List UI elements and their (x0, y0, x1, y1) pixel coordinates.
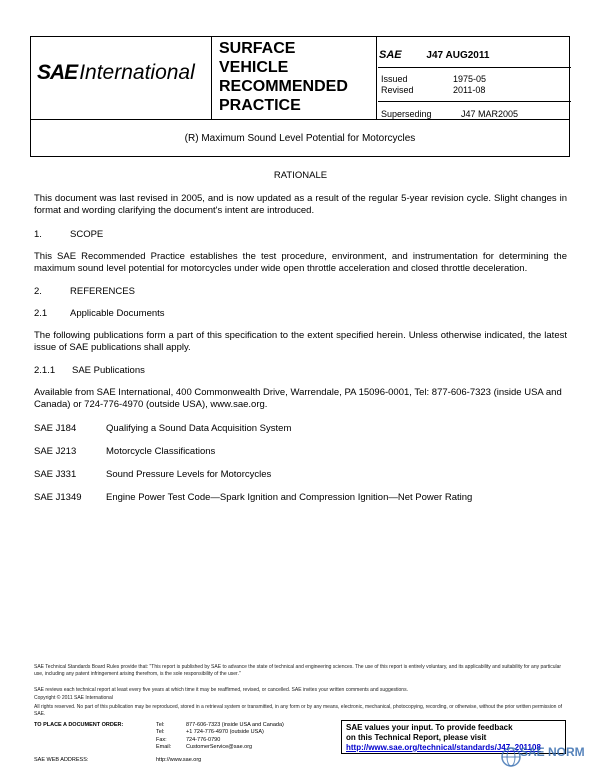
sae-small-logo: SAE (379, 49, 402, 61)
scope-heading: 1. SCOPE (34, 229, 104, 240)
reference-item: SAE J184 Qualifying a Sound Data Acquisition System (34, 423, 292, 434)
header-rule (378, 101, 571, 102)
issued-row: Issued 1975-05 (381, 74, 487, 84)
reference-item: SAE J1349 Engine Power Test Code—Spark Ignition and Compression Ignition—Net Power Rating (34, 492, 473, 503)
order-contacts: TO PLACE A DOCUMENT ORDER: Tel: 877-606-7323 (inside USA and Canada) Tel: +1 724-776-4970 (outside USA) Fax: 724-776-0790 Email: CustomerService@sae.org (34, 722, 346, 752)
customer-service-email[interactable]: CustomerService@sae.org (186, 744, 253, 751)
document-number: SAE J47 AUG2011 (379, 49, 490, 61)
revised-row: Revised 2011-08 (381, 85, 486, 95)
references-heading: 2. REFERENCES (34, 286, 135, 297)
availability-text: Available from SAE International, 400 Commonwealth Drive, Warrendale, PA 15096-0001, Tel: 877-606-7323 (inside USA and Canada) or 724-776-4970 (outside USA), www.sae.org. (34, 387, 562, 410)
feedback-link[interactable]: http://www.sae.org/technical/standards/J47_201108 (346, 743, 541, 752)
superseding-row: Superseding J47 MAR2005 (381, 109, 519, 119)
reference-item: SAE J331 Sound Pressure Levels for Motorcycles (34, 469, 272, 480)
applicable-documents-heading: 2.1 Applicable Documents (34, 308, 165, 319)
web-address-row: SAE WEB ADDRESS: http://www.sae.org (34, 757, 202, 763)
document-title: (R) Maximum Sound Level Potential for Motorcycles (30, 119, 570, 157)
rationale-text: This document was last revised in 2005, and is now updated as a result of the regular 5-year revision cycle. Slight changes in format and wording clarifying the document's intent are introduced. (34, 193, 567, 216)
rights-text: All rights reserved. No part of this publication may be reproduced, stored in a retrieval system or transmitted, in any form or by any means, electronic, mechanical, photocopying, recording, or otherwise, without the prior written permission of SAE. (34, 704, 563, 718)
web-address-link[interactable]: http://www.sae.org (156, 757, 202, 763)
document-header (30, 36, 570, 120)
applicable-documents-text: The following publications form a part of this specification to the extent specified herein. Unless otherwise indicated, the latest issue of SAE publications shall apply. (34, 330, 567, 353)
reference-item: SAE J213 Motorcycle Classifications (34, 446, 216, 457)
policy-text: SAE Technical Standards Board Rules provide that: "This report is published by SAE to advance the state of technical and engineering sciences. The use of this report is entirely voluntary, and its applicability and suitability for any particular use, including any patent infringement arising therefrom, is the sole responsibility of the user." (34, 664, 562, 678)
review-text: SAE reviews each technical report at least every five years at which time it may be reaffirmed, revised, or cancelled. SAE invites your written comments and suggestions. (34, 687, 408, 693)
scope-text: This SAE Recommended Practice establishes the test procedure, environment, and instrumentation for determining the maximum sound level potential for motorcycles under wide open throttle acceleration and closed throttle deceleration. (34, 251, 567, 274)
sae-norm-watermark: SAE NORM (500, 746, 596, 772)
copyright-text: Copyright © 2011 SAE International (34, 695, 113, 701)
header-divider (376, 37, 377, 119)
header-rule (378, 67, 571, 68)
sae-publications-heading: 2.1.1 SAE Publications (34, 365, 145, 376)
rationale-heading: RATIONALE (273, 170, 328, 181)
feedback-box: SAE values your input. To provide feedback on this Technical Report, please visit http://www.sae.org/technical/standards/J47_201108 (341, 720, 566, 754)
watermark-globe-icon (500, 746, 522, 768)
sae-international-logo: SAE International (37, 61, 195, 84)
document-type: SURFACE VEHICLE RECOMMENDED PRACTICE (219, 40, 348, 114)
